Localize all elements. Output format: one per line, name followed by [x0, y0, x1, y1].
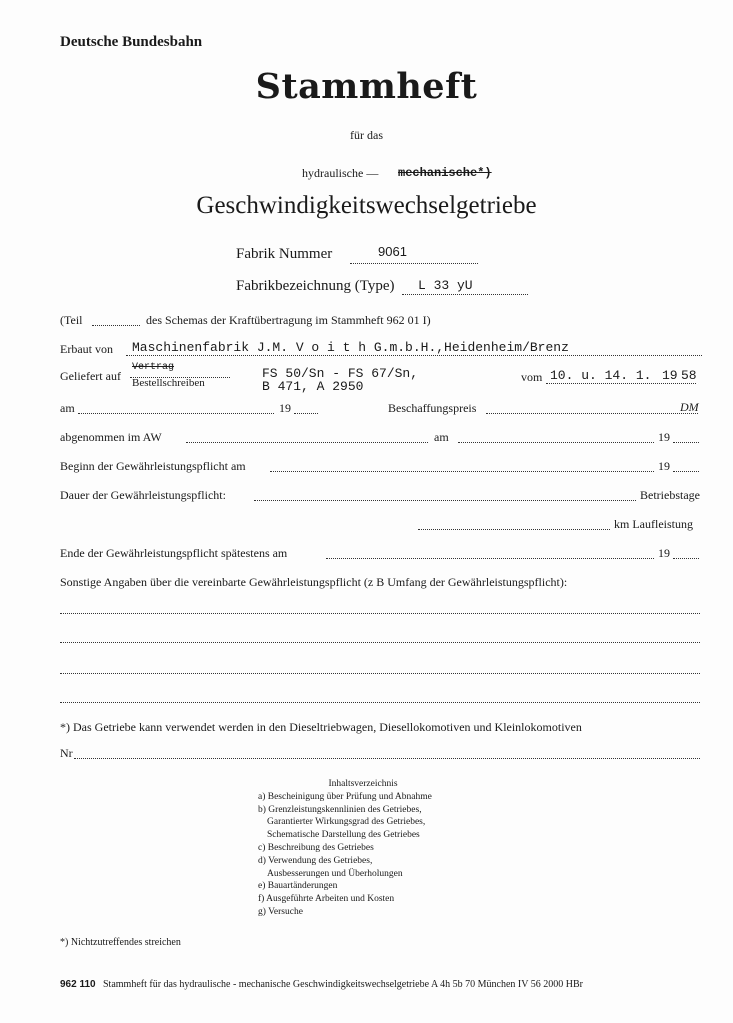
- fabrik-nummer-value: 9061: [378, 244, 407, 259]
- sonstige-line-3: [60, 673, 700, 674]
- geliefert-sub-label: Bestellschreiben: [132, 377, 205, 389]
- erbaut-value: Maschinenfabrik J.M. V o i t h G.m.b.H.,Heidenheim/Brenz: [132, 340, 569, 355]
- vom-year-prefix: 19: [662, 368, 678, 383]
- toc-item: g) Versuche: [258, 906, 303, 917]
- usage-note: *) Das Getriebe kann verwendet werden in den Dieseltriebwagen, Diesellokomotiven und Kleinlokomotiven: [60, 720, 582, 734]
- sonstige-line-2: [60, 642, 700, 643]
- toc-item: Schematische Darstellung des Getriebes: [267, 830, 420, 841]
- geliefert-struck: Vertrag: [132, 362, 175, 373]
- laufleistung-line: [418, 529, 610, 530]
- am-label: am: [60, 401, 75, 415]
- fabrik-nummer-line: [350, 263, 478, 264]
- beschaffungspreis-label: Beschaffungspreis: [388, 401, 477, 415]
- teil-line: [92, 325, 140, 326]
- fabrikbezeichnung-label: Fabrikbezeichnung (Type): [236, 278, 395, 294]
- beginn-label: Beginn der Gewährleistungspflicht am: [60, 459, 246, 473]
- toc-item: c) Beschreibung des Getriebes: [258, 842, 374, 853]
- ende-year-line: [673, 558, 699, 559]
- abgenommen-year: 19: [658, 430, 670, 444]
- toc-item: Ausbesserungen und Überholungen: [267, 868, 403, 879]
- organization-name: Deutsche Bundesbahn: [60, 34, 203, 50]
- am-line: [78, 413, 274, 414]
- geliefert-value-1: FS 50/Sn - FS 67/Sn,: [262, 366, 419, 381]
- vom-label: vom: [521, 370, 543, 384]
- erbaut-label: Erbaut von: [60, 342, 113, 356]
- dauer-line: [254, 500, 636, 501]
- type-prefix: hydraulische —: [302, 166, 379, 180]
- sonstige-line-4: [60, 702, 700, 703]
- am-year-line: [294, 413, 318, 414]
- toc-item: b) Grenzleistungskennlinien des Getriebes,: [258, 804, 422, 815]
- betriebstage-label: Betriebstage: [640, 488, 700, 502]
- geliefert-value-2: B 471, A 2950: [262, 379, 364, 394]
- fabrik-nummer-label: Fabrik Nummer: [236, 246, 333, 262]
- geliefert-label: Geliefert auf: [60, 369, 121, 383]
- abgenommen-label: abgenommen im AW: [60, 430, 162, 444]
- teil-prefix: (Teil: [60, 313, 83, 327]
- nr-label: Nr: [60, 746, 73, 760]
- ende-line: [326, 558, 654, 559]
- vom-line: [546, 383, 696, 384]
- footnote: *) Nichtzutreffendes streichen: [60, 937, 181, 948]
- laufleistung-label: km Laufleistung: [614, 517, 693, 531]
- am-year: 19: [279, 401, 291, 415]
- beginn-year-line: [673, 471, 699, 472]
- toc-item: d) Verwendung des Getriebes,: [258, 855, 373, 866]
- abgenommen-am-label: am: [434, 430, 449, 444]
- abgenommen-year-line: [673, 442, 699, 443]
- vom-year: 58: [681, 368, 697, 383]
- geliefert-line: [130, 377, 230, 378]
- beschaffungspreis-unit: DM: [680, 400, 699, 414]
- document-title: Stammheft: [255, 66, 478, 107]
- abgenommen-am-line: [458, 442, 654, 443]
- form-number: 962 110: [60, 979, 96, 990]
- table-of-contents: [258, 778, 468, 919]
- toc-item: e) Bauartänderungen: [258, 881, 338, 892]
- sonstige-label: Sonstige Angaben über die vereinbarte Gewährleistungspflicht (z B Umfang der Gewährleistungspflicht):: [60, 575, 568, 589]
- type-struck: mechanische*): [398, 166, 492, 180]
- fabrikbezeichnung-value: L 33 yU: [418, 278, 473, 293]
- nr-line: [74, 758, 700, 759]
- beginn-year: 19: [658, 459, 670, 473]
- beschaffungspreis-line: [486, 413, 698, 414]
- document-subject: Geschwindigkeitswechselgetriebe: [196, 192, 537, 219]
- fabrikbezeichnung-line: [402, 294, 528, 295]
- teil-suffix: des Schemas der Kraftübertragung im Stammheft 962 01 I): [146, 313, 431, 327]
- fuer-das-text: für das: [350, 128, 383, 142]
- dauer-label: Dauer der Gewährleistungspflicht:: [60, 488, 226, 502]
- toc-item: a) Bescheinigung über Prüfung und Abnahme: [258, 791, 432, 802]
- sonstige-line-1: [60, 613, 700, 614]
- vom-value: 10. u. 14. 1.: [550, 368, 652, 383]
- toc-item: f) Ausgeführte Arbeiten und Kosten: [258, 894, 395, 905]
- footer-text: Stammheft für das hydraulische - mechanische Geschwindigkeitswechselgetriebe A 4h 5b 70 München IV 56 2000 HBr: [103, 979, 583, 990]
- toc-item: Garantierter Wirkungsgrad des Getriebes,: [267, 817, 426, 828]
- ende-label: Ende der Gewährleistungspflicht spätestens am: [60, 546, 288, 560]
- beginn-line: [270, 471, 654, 472]
- abgenommen-line: [186, 442, 428, 443]
- erbaut-line: [126, 355, 702, 356]
- toc-heading: Inhaltsverzeichnis: [328, 779, 398, 789]
- ende-year: 19: [658, 546, 670, 560]
